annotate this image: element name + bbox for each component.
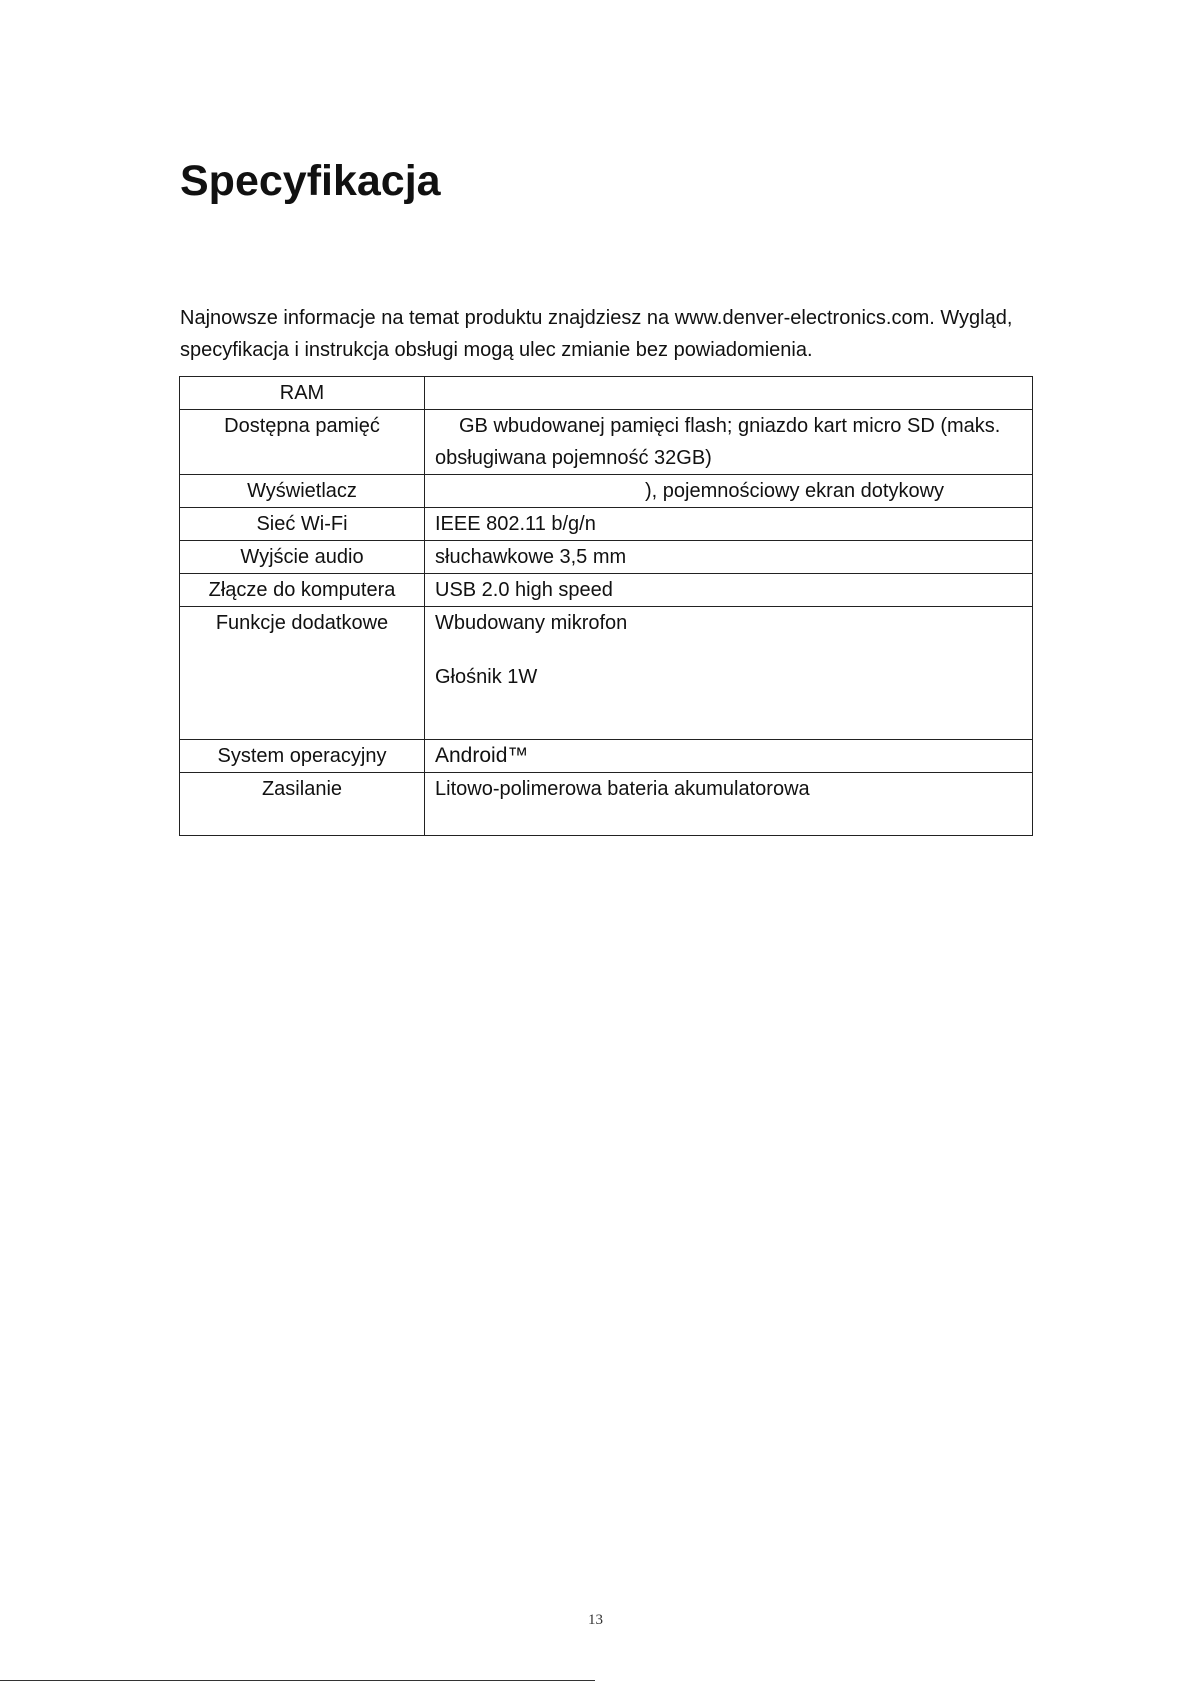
spec-row-audio: [180, 541, 1033, 574]
spec-label: RAM: [180, 377, 425, 410]
spec-value-line: obsługiwana pojemność 32GB): [435, 447, 712, 469]
spec-value: [425, 377, 1033, 410]
spec-value-line: GB wbudowanej pamięci flash; gniazdo kart micro SD (maks.: [459, 415, 1001, 437]
footer-rule: [0, 1680, 595, 1681]
spec-row-pc-connector: [180, 574, 1033, 607]
spec-row-display: [180, 475, 1033, 508]
spec-value: [425, 410, 1033, 475]
page-number: 13: [588, 1612, 603, 1628]
spec-row-os: [180, 740, 1033, 773]
intro-line: specyfikacja i instrukcja obsługi mogą ulec zmianie bez powiadomienia.: [180, 339, 813, 361]
spec-value-line: USB 2.0 high speed: [435, 579, 613, 601]
spec-value-line: Litowo-polimerowa bateria akumulatorowa: [435, 778, 810, 800]
spec-value-line: ), pojemnościowy ekran dotykowy: [645, 480, 945, 502]
spec-label: Wyjście audio: [180, 541, 425, 574]
spec-row-power: [180, 773, 1033, 836]
spec-value-line: IEEE 802.11 b/g/n: [435, 513, 596, 535]
spec-value: [425, 508, 1033, 541]
spec-value-line: Android™: [435, 744, 529, 767]
spec-label: Wyświetlacz: [180, 475, 425, 508]
spec-value: [425, 740, 1033, 773]
specification-table: [179, 376, 1033, 836]
intro-line: Najnowsze informacje na temat produktu znajdziesz na www.denver-electronics.com. Wygląd,: [180, 307, 1013, 329]
spec-label: Funkcje dodatkowe: [180, 607, 425, 740]
spec-value-line: Głośnik 1W: [435, 666, 538, 688]
spec-value: [425, 475, 1033, 508]
spec-label: Zasilanie: [180, 773, 425, 836]
spec-label: Dostępna pamięć: [180, 410, 425, 475]
spec-row-extra-features: [180, 607, 1033, 740]
spec-value: [425, 574, 1033, 607]
spec-row-wifi: [180, 508, 1033, 541]
spec-label: Sieć Wi-Fi: [180, 508, 425, 541]
spec-label: System operacyjny: [180, 740, 425, 773]
spec-row-memory: [180, 410, 1033, 475]
spec-row-ram: [180, 377, 1033, 410]
spec-value: [425, 541, 1033, 574]
intro-paragraph: [180, 302, 1060, 366]
spec-label: Złącze do komputera: [180, 574, 425, 607]
page-title: Specyfikacja: [180, 157, 441, 205]
spec-value: [425, 773, 1033, 836]
spec-value-line: słuchawkowe 3,5 mm: [435, 546, 627, 568]
spec-value-line: Wbudowany mikrofon: [435, 612, 628, 634]
spec-value: [425, 607, 1033, 740]
